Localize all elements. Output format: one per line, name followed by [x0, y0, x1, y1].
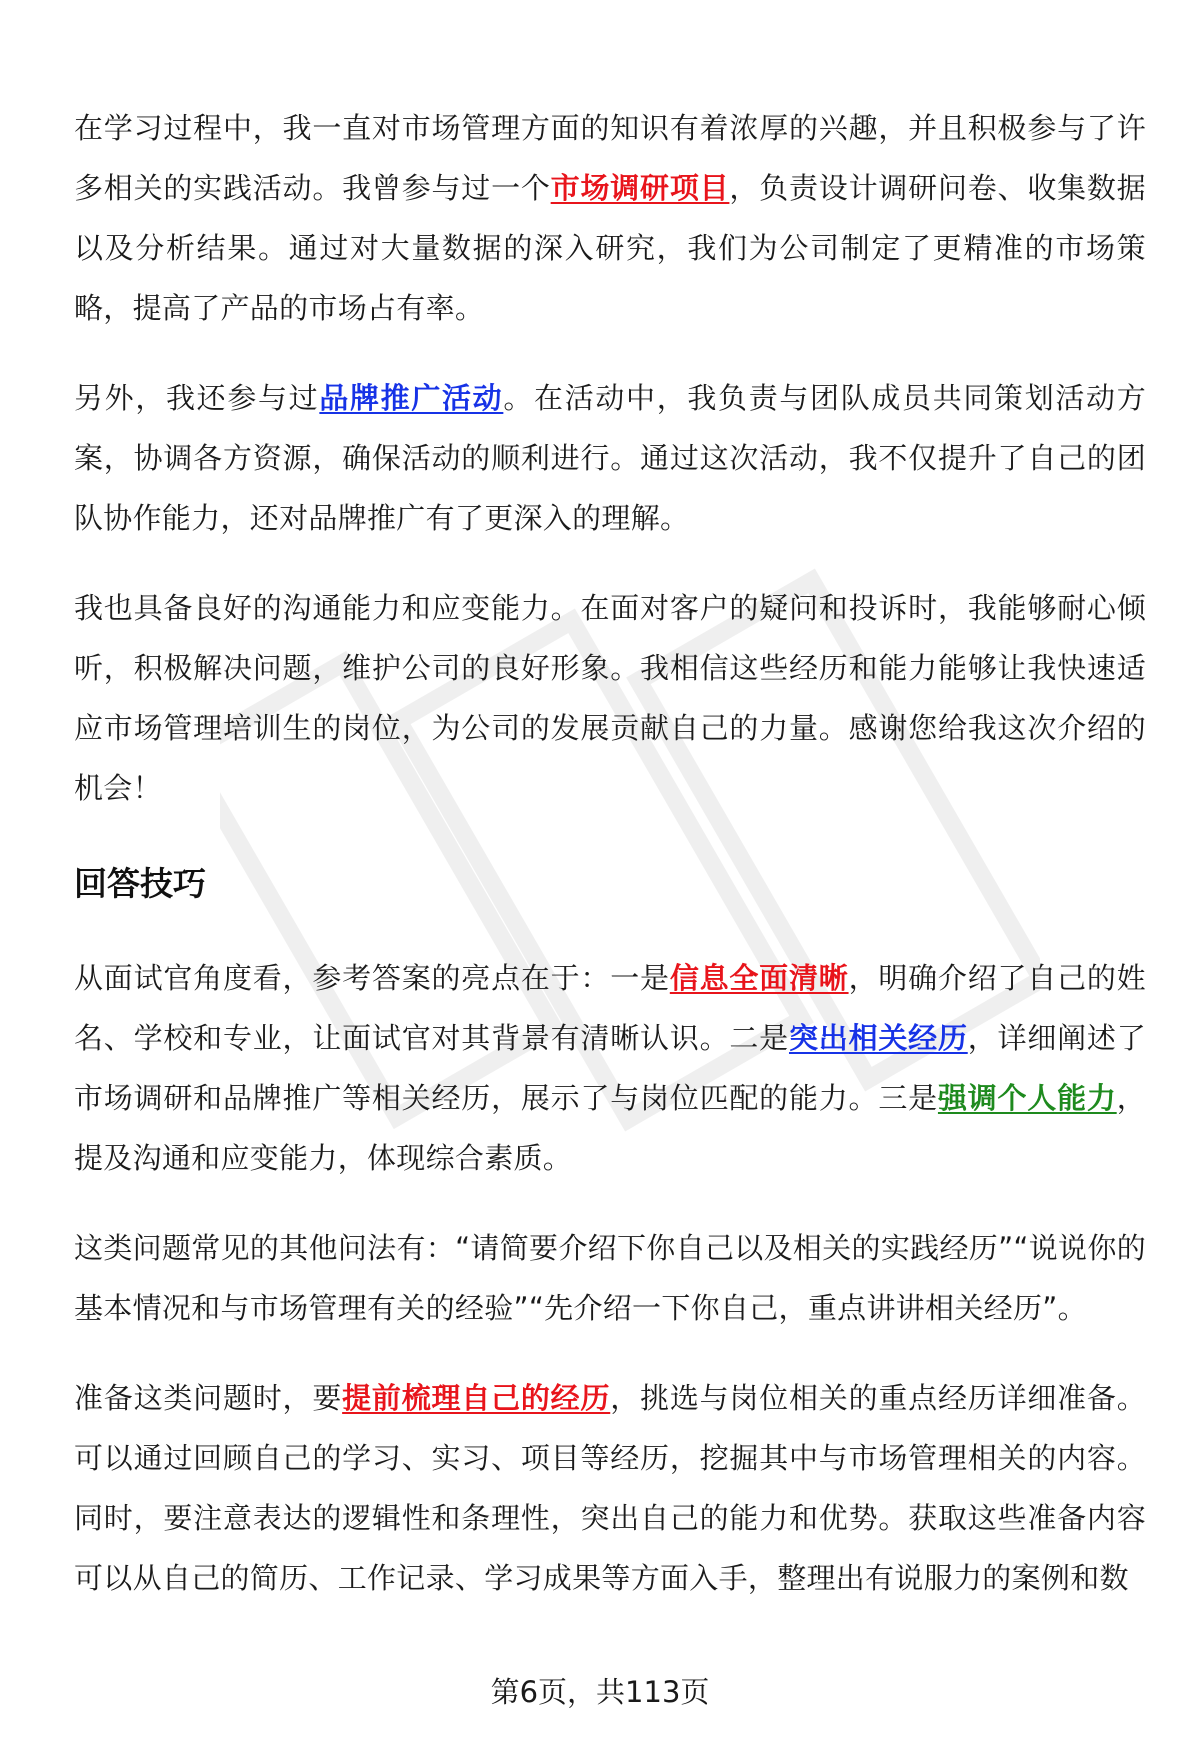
paragraph-text: 在学习过程中，我一直对市场管理方面的知识有着浓厚的兴趣，并且积极参与了许多相关的实践活动。我曾参与过一个	[74, 111, 1146, 205]
paragraph	[74, 948, 1146, 1188]
paragraph	[74, 368, 1146, 548]
tips-section	[74, 948, 1146, 1608]
paragraph-text: ，挑选与岗位相关的重点经历详细准备。可以通过回顾自己的学习、实习、项目等经历，挖掘其中与市场管理相关的内容。同时，要注意表达的逻辑性和条理性，突出自己的能力和优势。获取这些准备内容可以从自己的简历、工作记录、学习成果等方面入手，整理出有说服力的案例和数	[74, 1381, 1146, 1595]
paragraph-text: 我也具备良好的沟通能力和应变能力。在面对客户的疑问和投诉时，我能够耐心倾听，积极解决问题，维护公司的良好形象。我相信这些经历和能力能够让我快速适应市场管理培训生的岗位，为公司的发展贡献自己的力量。感谢您给我这次介绍的机会！	[74, 591, 1146, 805]
paragraph-text: ，提及沟通和应变能力，体现综合素质。	[74, 1081, 1146, 1175]
paragraph-text: 另外，我还参与过	[74, 381, 320, 415]
paragraph-text: 准备这类问题时，要	[74, 1381, 343, 1415]
highlighted-keyword: 提前梳理自己的经历	[342, 1381, 611, 1415]
paragraph	[74, 1368, 1146, 1608]
page-number-footer: 第6页，共113页	[490, 1675, 710, 1709]
highlighted-keyword: 品牌推广活动	[319, 381, 504, 415]
paragraph	[74, 1218, 1146, 1338]
paragraph-text: ，明确介绍了自己的姓名、学校和专业，让面试官对其背景有清晰认识。二是	[74, 961, 1146, 1055]
paragraph	[74, 98, 1146, 338]
paragraph-text: 从面试官角度看，参考答案的亮点在于：一是	[74, 961, 670, 995]
paragraph-text: ，详细阐述了市场调研和品牌推广等相关经历，展示了与岗位匹配的能力。三是	[74, 1021, 1146, 1115]
paragraph	[74, 578, 1146, 818]
paragraph-text: ，负责设计调研问卷、收集数据以及分析结果。通过对大量数据的深入研究，我们为公司制定了更精准的市场策略，提高了产品的市场占有率。	[74, 171, 1146, 325]
paragraph-text: 。在活动中，我负责与团队成员共同策划活动方案，协调各方资源，确保活动的顺利进行。通过这次活动，我不仅提升了自己的团队协作能力，还对品牌推广有了更深入的理解。	[74, 381, 1146, 535]
section-heading: 回答技巧	[74, 864, 206, 903]
highlighted-keyword: 突出相关经历	[788, 1021, 968, 1055]
highlighted-keyword: 强调个人能力	[937, 1081, 1117, 1115]
highlighted-keyword: 市场调研项目	[550, 171, 730, 205]
highlighted-keyword: 信息全面清晰	[669, 961, 849, 995]
document-content	[74, 98, 1146, 1638]
paragraph-text: 这类问题常见的其他问法有：“请简要介绍下你自己以及相关的实践经历”“说说你的基本情况和与市场管理有关的经验”“先介绍一下你自己，重点讲讲相关经历”。	[74, 1231, 1146, 1325]
intro-answer-section	[74, 98, 1146, 818]
